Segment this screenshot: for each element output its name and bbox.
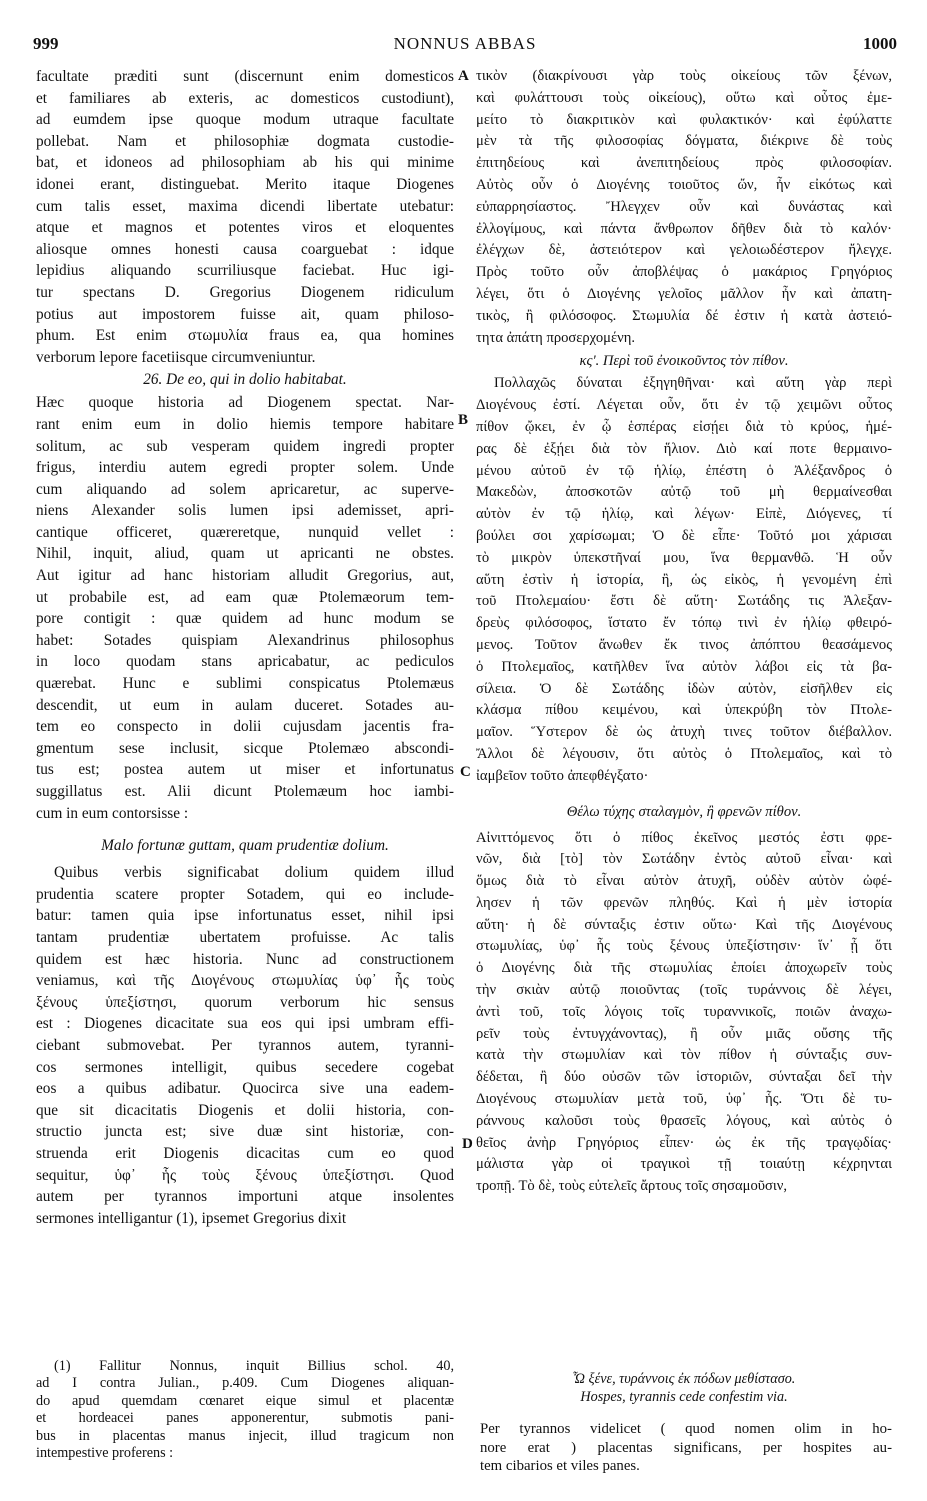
latin-line: pore contigit : quæ quidem ad hunc modum se [36, 610, 454, 628]
latin-line: quærebat. Hunc e sublimi conspicatus Ptolemæus [36, 675, 454, 693]
latin-line: tem eo conspecto in dolii cujusdam jacentis fra- [36, 718, 454, 736]
greek-line: ἐλλογίμους, καὶ πάντα ἄνθρωπον δῆθεν διὰ τὸ καλόν· [476, 220, 892, 237]
latin-line: que sit dicacitatis Diogenis et dolii historia, con- [36, 1101, 454, 1119]
greek-line: ἐπιτηδείους καὶ ἀνεπιτηδείους πρὸς φιλοσοφίαν. [476, 155, 892, 172]
latin-line: gmentum sese inclusit, sicque Ptolemæo abscondi- [36, 739, 454, 757]
greek-line: σίλεια. Ὁ δὲ Σωτάδης ἰδὼν αὐτὸν, εἰσῆλθεν εἰς [476, 680, 892, 697]
greek-line: πίθον ᾤκει, ἐν ᾧ ἑσπέρας εἰσῄει διὰ τὸ κρύος, ἡμέ- [476, 418, 892, 435]
latin-line: tus est; postea autem ut miser et infortunatus [36, 761, 454, 779]
page-number-right: 1000 [863, 34, 897, 53]
greek-line: αὕτη ἐστὶν ἡ ἱστορία, ἢ, ὡς εἰκὸς, ἡ γενομένη ἐπὶ [476, 571, 892, 588]
greek-line: τικὸν (διακρίνουσι γὰρ τοὺς οἰκείους τῶν ξένων, [476, 68, 892, 84]
greek-line: αὐτὸν ἐν τῷ ἡλίῳ, καὶ λέγων· Εἰπὲ, Διόγενες, τί [476, 506, 892, 523]
footnote-line: do apud quemdam cœnaret eique simul et placentæ [36, 1392, 454, 1409]
greek-line: μαῖον. Ὕστερον δὲ ὡς ἀτυχὴ τινες τοῦτον διέβαλλον. [476, 724, 892, 741]
footnote-line: intempestive proferens : [36, 1445, 174, 1462]
latin-line: facultate præditi sunt (discernunt enim domesticos [36, 68, 454, 85]
greek-line: κατὰ τὴν στωμυλίαν καὶ τὸν πίθον ἡ σύνταξις συν- [476, 1047, 892, 1064]
latin-line: potius aut impostorem fuisse ait, quam philoso- [36, 305, 454, 323]
footnote-line: et hordeacei panes apponerentur, submotis pani- [36, 1410, 454, 1427]
latin-line: Hæc quoque historia ad Diogenem spectat. Nar- [36, 394, 454, 412]
greek-line: νῶν, διὰ [τὸ] τὸν Σωτάδην ἐντὸς αὐτοῦ εἶναι· καὶ [476, 851, 892, 868]
page-header [33, 34, 897, 62]
latin-line: cos sermones intelligit, quibus secedere cogebat [36, 1058, 454, 1076]
latin-line: Quibus verbis significabat dolium quidem illud [54, 864, 454, 882]
greek-line: Πολλαχῶς δύναται ἐξηγηθῆναι· καὶ αὕτη γὰρ περὶ [494, 375, 892, 392]
latin-line: lepidius aliquando scurriliusque faciebat. Huc igi- [36, 262, 454, 280]
latin-line: et familiares ab exteris, ac domesticos custodiunt), [36, 89, 454, 107]
greek-line: αὕτη· ἡ δὲ σύνταξις ἐστιν οὕτω· Καὶ τῆς Διογένους [476, 916, 892, 933]
latin-line: niens Alexander solis lumen ipsi ademisset, apri- [36, 502, 454, 520]
greek-line: μὲν τὰ τῆς φιλοσοφίας δόγματα, διέκρινε δὲ τοὺς [476, 133, 892, 150]
quoted-verse [476, 1370, 892, 1406]
greek-line: μενος. Τοῦτον ἄνωθεν ἔκ τινος ἀπόπτου θεασάμενος [476, 636, 892, 653]
latin-line: atque et magnos et potentes viros et eloquentes [36, 219, 454, 237]
greek-paragraph-3 [476, 828, 892, 1199]
footnote-line: (1) Fallitur Nonnus, inquit Billius schol. 40, [54, 1358, 454, 1374]
verse-note [480, 1420, 892, 1476]
greek-line: καὶ φυλάττουσι τοὺς οἰκείους), οὕτω καὶ οὗτος ἐμε- [476, 89, 892, 106]
running-title: NONNUS ABBAS [393, 34, 537, 53]
latin-line: cum aliquando ad solem apricaretur, ac superve- [36, 480, 454, 498]
verse-note-line: nore erat ) placentas significans, per hospites au- [480, 1439, 892, 1456]
greek-line: ἀντὶ τοῦ, τοῖς λόγοις τοῖς τυραννικοῖς, ποιῶν ἀναχω- [476, 1003, 892, 1020]
greek-line: ὁ Πτολεμαῖος, κατῆλθεν ἵνα αὐτὸν λάβοι εἰς τὰ βα- [476, 658, 892, 675]
greek-line: μένου αὐτοῦ ἐν τῷ ἡλίῳ, ἐπέστη ὁ Ἀλέξανδρος ὁ [476, 462, 892, 479]
greek-line: ἰαμβεῖον τοῦτο ἀπεφθέγξατο· [476, 767, 649, 784]
latin-paragraph-1 [36, 66, 454, 368]
greek-line: ὅμως διὰ τὸ εἶναι αὐτὸν ἀτυχῆ, οὐδὲν αὐτὸν ὠφέ- [476, 873, 892, 890]
latin-line: aliosque omnes honesti causa coarguebat : idque [36, 240, 454, 258]
margin-letter-b: B [458, 412, 469, 428]
greek-line: θεῖος ἀνὴρ Γρηγόριος εἶπεν· ὡς ἐκ τῆς τραγῳδίας· [476, 1134, 892, 1151]
verse-line: Ὦ ξένε, τυράννοις ἐκ πόδων μεθίστασο. [572, 1371, 796, 1387]
latin-paragraph-3 [36, 862, 454, 1229]
greek-line: Αὐτὸς οὖν ὁ Διογένης τοιοῦτος ὤν, ἦν εἰκότως καὶ [476, 176, 892, 193]
latin-line: idonei erant, distinguebat. Merito itaque Diogenes [36, 175, 454, 193]
greek-paragraph-2 [476, 373, 892, 787]
greek-line: βούλει σοι χαρίσωμαι; Ὁ δὲ εἶπε· Τοῦτό μοι χάρισαι [476, 527, 892, 544]
greek-line: δρεὺς φιλόσοφος, ἵστατο ἔν τόπῳ τινὶ ἐν ἡλίῳ φθειρό- [476, 615, 892, 632]
latin-line: structio juncta est; sive duæ sint historiæ, con- [36, 1123, 454, 1141]
latin-line: quidem est hæc historia. Nunc ad constructionem [36, 950, 454, 968]
latin-line: frigus, interdiu autem egredi propter solem. Unde [36, 459, 454, 477]
greek-line: μάλιστα γὰρ οἱ τραγικοὶ τῇ τοιαύτῃ κέχρηνται [476, 1156, 892, 1173]
greek-line: Διογένους ἐστί. Λέγεται οὖν, ὅτι ἐν τῷ χειμῶνι οὗτος [476, 397, 892, 414]
latin-line: sequitur, ὑφ᾽ ἧς τοὺς ξένους ὑπεξίστησι. Quod [36, 1166, 454, 1184]
page-number-left: 999 [33, 34, 59, 53]
greek-line: ρεῖν τοὺς ἐντυγχάνοντας), ἢ οὖν μιᾶς οὔσης τῆς [476, 1025, 892, 1042]
greek-line: εὐπαρρησίαστος. Ἤλεγχεν οὖν καὶ δυνάστας καὶ [476, 198, 892, 215]
latin-line: struenda erit Diogenis dicacitas cum eo quod [36, 1144, 454, 1162]
latin-line: verborum lepore facetiisque circumveniuntur. [36, 348, 316, 366]
latin-line: Nihil, inquit, aliud, quam ut apricanti ne obstes. [36, 545, 454, 563]
footnote-line: ad I contra Julian., p.409. Cum Diogenes aliquan- [36, 1375, 454, 1392]
latin-line: sermones intelligantur (1), ipsemet Gregorius dixit [36, 1209, 347, 1227]
margin-letter-c: C [460, 764, 471, 780]
greek-line: τητα ἀπάτη προσερχομένη. [476, 329, 635, 346]
latin-section-26-heading: 26. De eo, qui in dolio habitabat. [143, 371, 347, 389]
latin-line: pollebat. Nam et philosophiæ dogmata custodie- [36, 132, 454, 150]
latin-line: Aut igitur ad hanc historiam alludit Gregorius, aut, [36, 567, 454, 585]
latin-line: in loco quodam stans apricabatur, ac pediculos [36, 653, 454, 671]
greek-line: κλάσμα πίθου κειμένου, καὶ ὑπεκρύβη τὸν Πτολε- [476, 702, 892, 719]
latin-line: tantam prudentiæ ubertatem profuisse. Ac talis [36, 928, 454, 946]
greek-line: ὁ Διογένης διὰ τῆς στωμυλίας ἐποίει ἀποχωρεῖν τοὺς [476, 960, 892, 977]
greek-line: Μακεδὼν, ἀποσκοτῶν αὐτῷ τοῦ μὴ θερμαίνεσθαι [476, 484, 892, 501]
footnote-line: bus in placentas manus injecit, illud tragicum non [36, 1427, 454, 1444]
latin-column [36, 66, 454, 1229]
latin-line: habet: Sotades quispiam Alexandrinus philosophus [36, 631, 454, 649]
greek-line: τὸ μικρὸν ὑπεκστῆναί μου, ἵνα θερμανθῶ. Ἡ οὖν [476, 549, 892, 566]
verse-note-line: Per tyrannos videlicet ( quod nomen olim in ho- [480, 1421, 892, 1437]
margin-letter-a: A [458, 68, 469, 84]
greek-line: τροπῇ. Τὸ δὲ, τοὺς εὐτελεῖς ἄρτους τοῖς σησαμοῦσιν, [476, 1178, 788, 1195]
latin-verse: Malo fortunæ guttam, quam prudentiæ dolium. [101, 837, 389, 855]
latin-line: ad eumdem ipse quoque modum utraque facultate [36, 111, 454, 129]
latin-line: prudentia scatere propter Sotadem, qui eo include- [36, 885, 454, 903]
greek-line: τὴν σκιὰν αὐτῷ ποιοῦντας (τοῖς τυράννοις δὲ λέγει, [476, 982, 892, 999]
latin-line: rant enim eum in dolio hiemis tempore habitare [36, 415, 454, 433]
latin-line: tur spectans D. Gregorius Diogenem ridiculum [36, 283, 454, 301]
latin-line: cum talis esset, maxima dicendi libertate utebatur: [36, 197, 454, 215]
latin-line: solitum, ac sub vesperam quidem ingredi propter [36, 437, 454, 455]
greek-line: τικὸς, ἢ φιλόσοφος. Στωμυλία δέ ἐστιν ἡ κατὰ ἀστειό- [476, 307, 892, 324]
greek-line: Ἄλλοι δὲ λέγουσιν, ὅτι αὐτὸς ὁ Πτολεμαῖος, καὶ τὸ [476, 745, 892, 762]
latin-line: batur: tamen quia ipse infortunatus esset, nihil ipsi [36, 907, 454, 925]
latin-line: bat, et idoneos ad philosophiam ab his qui minime [36, 154, 454, 172]
latin-line: cantique officeret, quæreretque, nunquid vellet : [36, 523, 454, 541]
verse-line: Hospes, tyrannis cede confestim via. [580, 1389, 788, 1405]
latin-line: eos a quibus adibatur. Quocirca sive una eadem- [36, 1080, 454, 1098]
greek-line: ἐλέγχων δὲ, ἀστειότερον καὶ γελοιωδέστερον ἤλεγχε. [476, 242, 892, 259]
latin-line: ξένους ὑπεξίστησι, quorum verborum hic sensus [36, 993, 454, 1011]
latin-line: descendit, ut eum in aulam duceret. Sotades au- [36, 696, 454, 714]
latin-line: veniamus, καὶ τῆς Διογένους στωμυλίας ὑφ᾽ ἧς τοὺς [36, 972, 454, 990]
greek-line: ρας δὲ ἐξῄει διὰ τὸν ἥλιον. Διὸ καί ποτε θερμαινο- [476, 440, 892, 457]
margin-letter-d: D [462, 1136, 473, 1152]
greek-line: Διογένους στωμυλίαν μετὰ τοῦ, ὑφ᾽ ἧς. Ὅτι δὲ τυ- [476, 1091, 892, 1108]
latin-paragraph-2 [36, 392, 454, 824]
greek-line: μείτο τὸ διακριτικὸν καὶ φυλακτικόν· καὶ ἐφύλαττε [476, 111, 892, 128]
greek-line: ράννους καλοῦσι τοὺς θρασεῖς λόγους, καὶ αὐτὸς ὁ [476, 1112, 892, 1129]
latin-line: ciebant submovebat. Per tyrannos autem, tyranni- [36, 1036, 454, 1054]
greek-line: Πρὸς τοῦτο οὖν ἀποβλέψας ὁ μακάριος Γρηγόριος [476, 264, 892, 281]
greek-paragraph-1 [476, 66, 892, 349]
greek-line: Αἰνιττόμενος ὅτι ὁ πίθος ἐκεῖνος μεστός ἐστι φρε- [476, 829, 892, 846]
footnote [36, 1358, 454, 1462]
latin-line: suggillatus est. Alii dicunt Ptolemæum hoc iambi- [36, 783, 454, 800]
greek-line: λέγει, ὅτι ὁ Διογένης γελοῖος μᾶλλον ἦν καὶ ἀπατη- [476, 285, 892, 302]
greek-column [476, 66, 892, 1198]
greek-line: λησεν ἡ τῶν φρενῶν πληθύς. Καὶ ἡ μὲν ἱστορία [476, 894, 892, 911]
latin-line: ut probabile est, ad eam quæ Ptolemæorum tem- [36, 588, 454, 606]
latin-line: est : Diogenes dicacitate sua eos qui ipsi umbram effi- [36, 1015, 454, 1033]
greek-line: δέδεται, ἢ δύο οὐσῶν τῶν ἱστοριῶν, σύνταξαι δεῖ τὴν [476, 1069, 892, 1086]
greek-line: στωμυλίας, ὑφ᾽ ἧς τοὺς ξένους ὑπεξίστησιν· ἵν᾽ ᾖ ὅτι [476, 938, 892, 955]
latin-line: cum in eum contorsisse : [36, 804, 189, 822]
greek-section-26-heading: κς'. Περὶ τοῦ ἐνοικοῦντος τὸν πίθον. [579, 353, 789, 370]
greek-line: τοῦ Πτολεμαίου· ἔστι δὲ αὕτη· Σωτάδης τις Ἀλεξαν- [476, 593, 892, 610]
latin-line: phum. Est enim στωμυλία fraus ea, qua homines [36, 327, 454, 345]
greek-verse: Θέλω τύχης σταλαγμὸν, ἢ φρενῶν πίθον. [566, 803, 802, 820]
latin-line: autem per tyrannos importuni atque insolentes [36, 1188, 454, 1206]
verse-note-line: tem cibarios et viles panes. [480, 1458, 640, 1475]
